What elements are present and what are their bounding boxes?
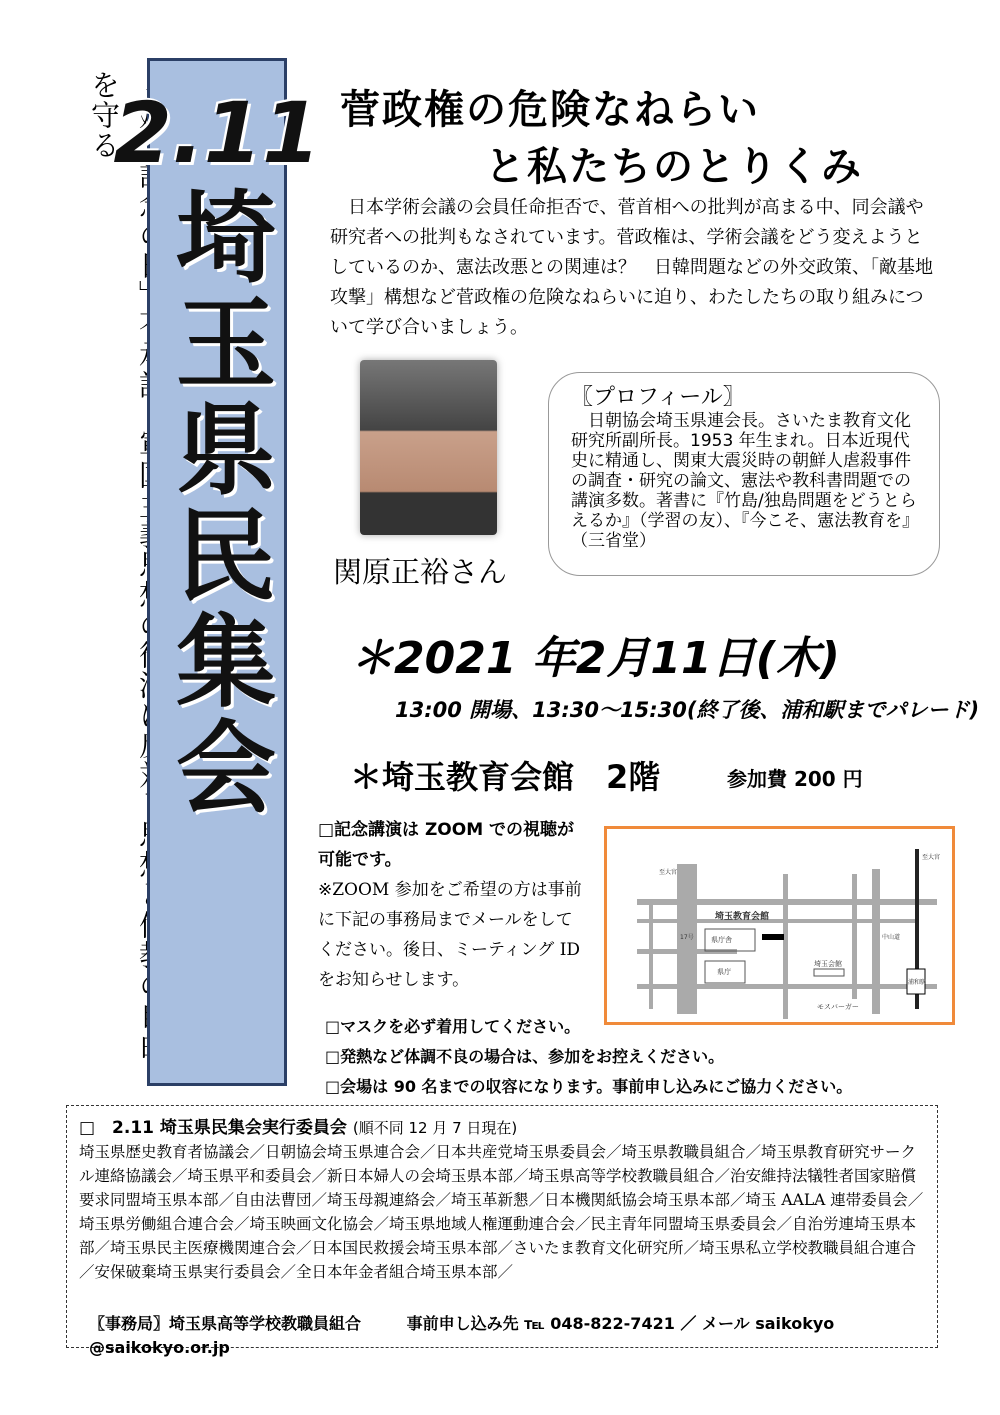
note-item: □会場は 90 名までの収容になります。事前申し込みにご協力ください。	[325, 1077, 853, 1096]
committee-heading: □ 2.11 埼玉県民集会実行委員会	[79, 1118, 347, 1138]
map-label-venue: 埼玉教育会館	[715, 912, 770, 922]
committee-note: (順不同 12 月 7 日現在)	[352, 1119, 518, 1137]
event-fee: 参加費 200 円	[727, 767, 863, 791]
zoom-text: ※ZOOM 参加をご希望の方は事前に下記の事務局までメールをしてください。後日、ミーティング ID をお知らせします。	[318, 880, 582, 990]
map-label-mos: モスバーガー	[817, 1003, 859, 1011]
committee-members: 埼玉県歴史教育者協議会／日朝協会埼玉県連合会／日本共産党埼玉県委員会／埼玉県教職員組合／埼玉県教育研究サークル連絡協議会／埼玉県平和委員会／新日本婦人の会埼玉県本部／埼玉県高等学校教職員組合／治安維持法犠牲者国家賠償要求同盟埼玉県本部／自由法曹団／埼玉母親連絡会／埼玉革新懇／日本機関紙協会埼玉県本部／埼玉 AALA 連帯委員会／埼玉県労働組合連合会／埼玉映画文化協会／埼玉県地域人権運動連合会／民主青年同盟埼玉県委員会／自治労連埼玉県本部／埼玉県民主医療機関連合会／日本国民救援会埼玉県本部／さいたま教育文化研究所／埼玉県私立学校教職員組合連合／安保破棄埼玉県実行委員会／全日本年金者組合埼玉県本部／	[79, 1143, 924, 1281]
speaker-name: 関原正裕さん	[333, 555, 508, 589]
map-label-road17: 17号	[680, 934, 694, 941]
map-label-station: 浦和駅	[908, 979, 927, 986]
map-venue-marker	[762, 934, 784, 940]
banner-number: 2.11	[113, 84, 321, 182]
map-label-kaikan: 埼玉会館	[814, 960, 842, 968]
venue-map	[604, 826, 955, 1025]
profile-box	[548, 372, 940, 576]
title-banner	[113, 58, 321, 1086]
committee-box	[66, 1105, 938, 1357]
profile-heading: 〖プロフィール〗	[571, 385, 745, 410]
headline-line2: と私たちのとりくみ	[485, 144, 863, 190]
notes-list	[325, 1012, 852, 1102]
zoom-info	[318, 815, 583, 995]
map-label-omiya-right: 至大宮	[922, 854, 941, 861]
committee-footer	[79, 1312, 925, 1360]
banner-title: 埼玉県民集会	[159, 185, 276, 821]
event-date: ＊2021 年2月11日(木)	[350, 633, 840, 684]
zoom-heading: □記念講演は ZOOM での視聴が可能です。	[318, 820, 575, 870]
note-item: □発熱など体調不良の場合は、参加をお控えください。	[325, 1047, 725, 1066]
event-venue: ＊埼玉教育会館 2階	[350, 758, 661, 796]
map-label-pref-annex: 県庁舎	[711, 936, 732, 944]
event-time: 13:00 開場、13:30～15:30(終了後、浦和駅までパレード)	[395, 698, 980, 722]
map-label-omiya-left: 至大宮	[659, 869, 678, 876]
vertical-slogan: を守る	[87, 70, 121, 160]
map-label-nakasendo: 中山道	[882, 934, 901, 941]
speaker-photo	[360, 360, 497, 535]
office: 〖事務局〗埼玉県高等学校教職員組合	[89, 1314, 362, 1333]
headline-line1: 菅政権の危険なねらい	[340, 87, 760, 133]
profile-text: 日朝協会埼玉県連会長。さいたま教育文化研究所副所長。1953 年生まれ。日本近現代史に精通し、関東大震災時の朝鮮人虐殺事件の調査・研究の論文、憲法や教科書問題での講演多数。著書に『竹島/独島問題をどうとらえるか』（学習の友）、『今こそ、憲法教育を』（三省堂）	[571, 411, 917, 551]
note-item: □マスクを必ず着用してください。	[325, 1017, 581, 1036]
map-label-pref-office: 県庁	[717, 968, 731, 976]
intro-text: 日本学術会議の会員任命拒否で、菅首相への批判が高まる中、同会議や研究者への批判もなされています。菅政権は、学術会議をどう変えようとしているのか、憲法改悪との関連は？ 日韓問題などの外交政策、「敵基地攻撃」構想など菅政権の危険なねらいに迫り、わたしたちの取り組みについて学び合いましょう。	[330, 197, 933, 338]
contact: 事前申し込み先 ℡ 048-822-7421 ／ メール saikokyo @saikokyo.or.jp	[89, 1314, 835, 1357]
